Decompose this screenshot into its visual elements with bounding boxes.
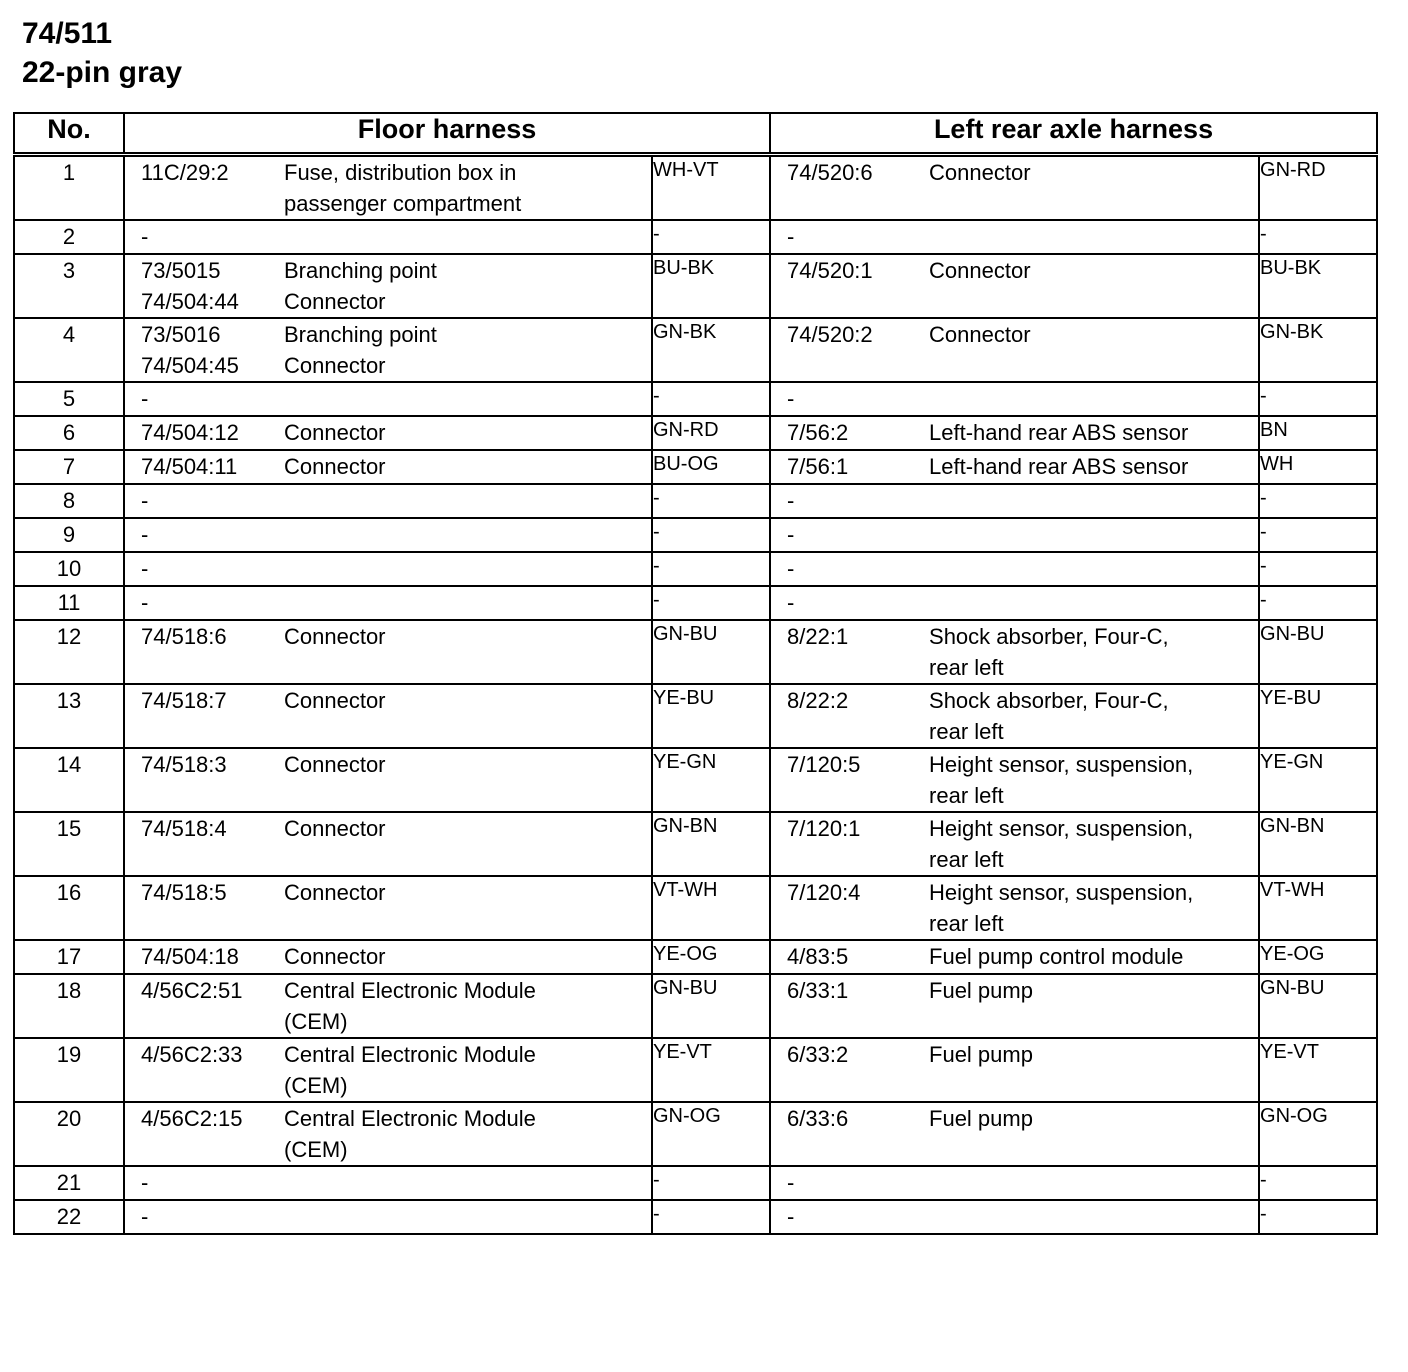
- floor-wire-color: YE-BU: [652, 684, 770, 748]
- component-description: Fuel pump: [929, 1106, 1033, 1131]
- component-ref: 7/56:1: [787, 454, 849, 479]
- component-ref: 74/518:4: [141, 816, 227, 841]
- component-ref: 74/518:6: [141, 624, 227, 649]
- table-row: [14, 940, 1377, 974]
- component-description: Connector: [284, 688, 386, 713]
- axle-wire-color: -: [1259, 552, 1377, 586]
- component-ref: 73/5015: [141, 258, 221, 283]
- axle-harness-cell: [770, 155, 1259, 221]
- axle-harness-cell: [770, 586, 1259, 620]
- axle-harness-cell: [770, 552, 1259, 586]
- connector-description: 22-pin gray: [22, 56, 183, 89]
- component-ref: [771, 716, 929, 747]
- axle-wire-color: YE-GN: [1259, 748, 1377, 812]
- component-ref: -: [141, 522, 149, 547]
- axle-harness-cell: [770, 1166, 1259, 1200]
- component-description: Fuse, distribution box in: [284, 160, 517, 185]
- component-description: Height sensor, suspension,: [929, 880, 1194, 905]
- axle-wire-color: BN: [1259, 416, 1377, 450]
- component-ref: -: [787, 556, 795, 581]
- axle-harness-cell: [770, 748, 1259, 812]
- axle-wire-color: -: [1259, 586, 1377, 620]
- floor-harness-cell: [124, 254, 652, 318]
- component-description: [929, 519, 1258, 550]
- component-description: Connector: [284, 353, 386, 378]
- floor-harness-cell: [124, 382, 652, 416]
- axle-harness-cell: [770, 620, 1259, 684]
- table-row: [14, 254, 1377, 318]
- component-description: [284, 553, 651, 584]
- axle-wire-color: GN-OG: [1259, 1102, 1377, 1166]
- pin-number: 12: [14, 620, 124, 684]
- pin-number: 6: [14, 416, 124, 450]
- component-description: [284, 1167, 651, 1198]
- component-description: Central Electronic Module: [284, 978, 536, 1003]
- pin-number: 5: [14, 382, 124, 416]
- component-description: Height sensor, suspension,: [929, 816, 1194, 841]
- component-ref: [125, 1006, 284, 1037]
- floor-wire-color: GN-BN: [652, 812, 770, 876]
- pin-table: [13, 112, 1378, 1235]
- component-description: [284, 221, 651, 252]
- axle-wire-color: -: [1259, 382, 1377, 416]
- component-ref: 74/504:44: [141, 289, 239, 314]
- component-description: Connector: [284, 454, 386, 479]
- floor-harness-cell: [124, 812, 652, 876]
- component-description: [929, 221, 1258, 252]
- component-ref: 11C/29:2: [141, 160, 229, 185]
- axle-harness-cell: [770, 254, 1259, 318]
- table-row: [14, 155, 1377, 221]
- table-row: [14, 220, 1377, 254]
- table-row: [14, 812, 1377, 876]
- component-ref: 74/504:45: [141, 353, 239, 378]
- floor-harness-cell: [124, 940, 652, 974]
- pin-number: 22: [14, 1200, 124, 1234]
- floor-wire-color: WH-VT: [652, 155, 770, 221]
- component-ref: [125, 188, 284, 219]
- floor-wire-color: GN-RD: [652, 416, 770, 450]
- axle-harness-cell: [770, 974, 1259, 1038]
- component-ref: [771, 908, 929, 939]
- component-description: (CEM): [284, 1137, 348, 1162]
- axle-wire-color: WH: [1259, 450, 1377, 484]
- floor-harness-cell: [124, 416, 652, 450]
- component-ref: 7/56:2: [787, 420, 849, 445]
- component-ref: -: [141, 556, 149, 581]
- component-ref: 4/56C2:33: [141, 1042, 243, 1067]
- component-description: [284, 519, 651, 550]
- component-ref: 6/33:2: [787, 1042, 849, 1067]
- axle-harness-cell: [770, 1038, 1259, 1102]
- component-description: Connector: [284, 816, 386, 841]
- component-description: [284, 383, 651, 414]
- component-description: rear left: [929, 847, 1004, 872]
- pin-number: 4: [14, 318, 124, 382]
- component-description: [284, 1201, 651, 1232]
- component-ref: [771, 652, 929, 683]
- floor-wire-color: BU-OG: [652, 450, 770, 484]
- floor-wire-color: -: [652, 220, 770, 254]
- component-ref: 74/504:11: [141, 454, 238, 479]
- floor-wire-color: -: [652, 1200, 770, 1234]
- component-description: Connector: [284, 420, 386, 445]
- component-description: [284, 587, 651, 618]
- table-row: [14, 876, 1377, 940]
- table-row: [14, 484, 1377, 518]
- component-description: Left-hand rear ABS sensor: [929, 454, 1189, 479]
- component-ref: -: [141, 488, 149, 513]
- component-ref: 74/518:3: [141, 752, 227, 777]
- floor-harness-cell: [124, 484, 652, 518]
- component-ref: 74/504:12: [141, 420, 239, 445]
- component-description: [929, 383, 1258, 414]
- axle-wire-color: YE-OG: [1259, 940, 1377, 974]
- floor-harness-cell: [124, 450, 652, 484]
- component-ref: 74/518:5: [141, 880, 227, 905]
- component-description: (CEM): [284, 1009, 348, 1034]
- column-header-floor-harness: Floor harness: [124, 113, 770, 155]
- pin-number: 16: [14, 876, 124, 940]
- floor-wire-color: -: [652, 1166, 770, 1200]
- axle-harness-cell: [770, 812, 1259, 876]
- table-row: [14, 552, 1377, 586]
- floor-harness-cell: [124, 1200, 652, 1234]
- floor-wire-color: -: [652, 382, 770, 416]
- component-description: rear left: [929, 783, 1004, 808]
- component-ref: 4/83:5: [787, 944, 849, 969]
- floor-wire-color: YE-GN: [652, 748, 770, 812]
- floor-wire-color: -: [652, 484, 770, 518]
- table-row: [14, 1200, 1377, 1234]
- component-description: passenger compartment: [284, 191, 522, 216]
- floor-harness-cell: [124, 684, 652, 748]
- axle-harness-cell: [770, 416, 1259, 450]
- component-description: Connector: [284, 880, 386, 905]
- component-ref: 7/120:1: [787, 816, 861, 841]
- component-description: Fuel pump control module: [929, 944, 1184, 969]
- floor-harness-cell: [124, 552, 652, 586]
- pin-number: 19: [14, 1038, 124, 1102]
- pin-number: 20: [14, 1102, 124, 1166]
- component-description: Shock absorber, Four-C,: [929, 624, 1169, 649]
- axle-harness-cell: [770, 1102, 1259, 1166]
- component-ref: [125, 1070, 284, 1101]
- component-description: Central Electronic Module: [284, 1042, 536, 1067]
- component-description: Connector: [929, 258, 1031, 283]
- component-description: Connector: [284, 624, 386, 649]
- pin-number: 17: [14, 940, 124, 974]
- component-description: [929, 485, 1258, 516]
- component-ref: 8/22:1: [787, 624, 849, 649]
- floor-wire-color: GN-BK: [652, 318, 770, 382]
- table-row: [14, 974, 1377, 1038]
- axle-harness-cell: [770, 940, 1259, 974]
- pin-number: 14: [14, 748, 124, 812]
- component-description: Left-hand rear ABS sensor: [929, 420, 1189, 445]
- component-ref: -: [141, 1204, 149, 1229]
- pin-number: 7: [14, 450, 124, 484]
- table-row: [14, 382, 1377, 416]
- component-description: Height sensor, suspension,: [929, 752, 1194, 777]
- component-description: [929, 587, 1258, 618]
- component-ref: -: [787, 590, 795, 615]
- table-row: [14, 450, 1377, 484]
- floor-harness-cell: [124, 155, 652, 221]
- component-ref: -: [787, 1170, 795, 1195]
- axle-wire-color: GN-BU: [1259, 620, 1377, 684]
- column-header-left-rear-axle-harness: Left rear axle harness: [770, 113, 1377, 155]
- floor-harness-cell: [124, 318, 652, 382]
- component-ref: -: [787, 224, 795, 249]
- floor-wire-color: -: [652, 518, 770, 552]
- component-ref: 74/520:6: [787, 160, 873, 185]
- component-ref: 4/56C2:51: [141, 978, 243, 1003]
- axle-wire-color: VT-WH: [1259, 876, 1377, 940]
- component-description: Connector: [284, 944, 386, 969]
- component-description: [929, 1201, 1258, 1232]
- component-description: Central Electronic Module: [284, 1106, 536, 1131]
- floor-harness-cell: [124, 518, 652, 552]
- table-row: [14, 748, 1377, 812]
- axle-harness-cell: [770, 1200, 1259, 1234]
- floor-harness-cell: [124, 876, 652, 940]
- floor-harness-cell: [124, 1166, 652, 1200]
- axle-wire-color: GN-BU: [1259, 974, 1377, 1038]
- floor-wire-color: -: [652, 586, 770, 620]
- component-description: Branching point: [284, 258, 437, 283]
- axle-wire-color: GN-BN: [1259, 812, 1377, 876]
- component-ref: [771, 780, 929, 811]
- table-header-row: [14, 113, 1377, 155]
- table-row: [14, 684, 1377, 748]
- component-ref: -: [787, 488, 795, 513]
- floor-harness-cell: [124, 586, 652, 620]
- component-ref: [771, 844, 929, 875]
- axle-harness-cell: [770, 450, 1259, 484]
- component-ref: 8/22:2: [787, 688, 849, 713]
- pin-number: 2: [14, 220, 124, 254]
- axle-wire-color: -: [1259, 220, 1377, 254]
- component-ref: 4/56C2:15: [141, 1106, 243, 1131]
- table-row: [14, 620, 1377, 684]
- connector-id: 74/511: [22, 17, 113, 50]
- floor-wire-color: -: [652, 552, 770, 586]
- pin-number: 18: [14, 974, 124, 1038]
- axle-wire-color: YE-BU: [1259, 684, 1377, 748]
- axle-wire-color: -: [1259, 1200, 1377, 1234]
- component-description: (CEM): [284, 1073, 348, 1098]
- axle-wire-color: GN-RD: [1259, 155, 1377, 221]
- axle-wire-color: BU-BK: [1259, 254, 1377, 318]
- pin-number: 9: [14, 518, 124, 552]
- pin-number: 10: [14, 552, 124, 586]
- table-body: [14, 155, 1377, 1235]
- pin-number: 8: [14, 484, 124, 518]
- component-description: Shock absorber, Four-C,: [929, 688, 1169, 713]
- column-header-no: No.: [14, 113, 124, 155]
- axle-harness-cell: [770, 382, 1259, 416]
- floor-wire-color: BU-BK: [652, 254, 770, 318]
- floor-wire-color: YE-OG: [652, 940, 770, 974]
- pin-number: 15: [14, 812, 124, 876]
- component-ref: -: [141, 1170, 149, 1195]
- floor-wire-color: GN-BU: [652, 974, 770, 1038]
- floor-wire-color: YE-VT: [652, 1038, 770, 1102]
- pin-number: 21: [14, 1166, 124, 1200]
- table-row: [14, 518, 1377, 552]
- component-description: Fuel pump: [929, 978, 1033, 1003]
- component-ref: 6/33:6: [787, 1106, 849, 1131]
- component-ref: 74/520:1: [787, 258, 873, 283]
- component-ref: -: [787, 522, 795, 547]
- component-description: rear left: [929, 911, 1004, 936]
- component-description: [284, 485, 651, 516]
- component-description: [929, 553, 1258, 584]
- floor-harness-cell: [124, 974, 652, 1038]
- table-row: [14, 1038, 1377, 1102]
- floor-harness-cell: [124, 1038, 652, 1102]
- component-ref: -: [787, 1204, 795, 1229]
- floor-wire-color: GN-BU: [652, 620, 770, 684]
- component-ref: -: [141, 224, 149, 249]
- component-description: rear left: [929, 719, 1004, 744]
- component-ref: -: [787, 386, 795, 411]
- floor-harness-cell: [124, 220, 652, 254]
- component-ref: 74/520:2: [787, 322, 873, 347]
- component-description: rear left: [929, 655, 1004, 680]
- axle-harness-cell: [770, 318, 1259, 382]
- axle-wire-color: -: [1259, 484, 1377, 518]
- component-description: Fuel pump: [929, 1042, 1033, 1067]
- axle-wire-color: YE-VT: [1259, 1038, 1377, 1102]
- component-ref: -: [141, 386, 149, 411]
- component-ref: 74/518:7: [141, 688, 227, 713]
- component-description: Connector: [929, 160, 1031, 185]
- floor-wire-color: GN-OG: [652, 1102, 770, 1166]
- component-description: Connector: [284, 752, 386, 777]
- axle-harness-cell: [770, 684, 1259, 748]
- floor-harness-cell: [124, 748, 652, 812]
- component-description: Branching point: [284, 322, 437, 347]
- component-description: Connector: [284, 289, 386, 314]
- component-ref: 7/120:5: [787, 752, 861, 777]
- component-description: Connector: [929, 322, 1031, 347]
- component-ref: 6/33:1: [787, 978, 849, 1003]
- table-row: [14, 318, 1377, 382]
- table-row: [14, 1166, 1377, 1200]
- axle-harness-cell: [770, 220, 1259, 254]
- component-ref: 7/120:4: [787, 880, 861, 905]
- table-row: [14, 1102, 1377, 1166]
- table-row: [14, 416, 1377, 450]
- floor-harness-cell: [124, 1102, 652, 1166]
- component-ref: 73/5016: [141, 322, 221, 347]
- pin-number: 1: [14, 155, 124, 221]
- table-row: [14, 586, 1377, 620]
- pin-number: 11: [14, 586, 124, 620]
- axle-harness-cell: [770, 518, 1259, 552]
- floor-harness-cell: [124, 620, 652, 684]
- axle-wire-color: -: [1259, 518, 1377, 552]
- pin-number: 13: [14, 684, 124, 748]
- floor-wire-color: VT-WH: [652, 876, 770, 940]
- axle-wire-color: GN-BK: [1259, 318, 1377, 382]
- component-ref: [125, 1134, 284, 1165]
- axle-harness-cell: [770, 484, 1259, 518]
- pin-number: 3: [14, 254, 124, 318]
- component-description: [929, 1167, 1258, 1198]
- component-ref: 74/504:18: [141, 944, 239, 969]
- axle-wire-color: -: [1259, 1166, 1377, 1200]
- axle-harness-cell: [770, 876, 1259, 940]
- component-ref: -: [141, 590, 149, 615]
